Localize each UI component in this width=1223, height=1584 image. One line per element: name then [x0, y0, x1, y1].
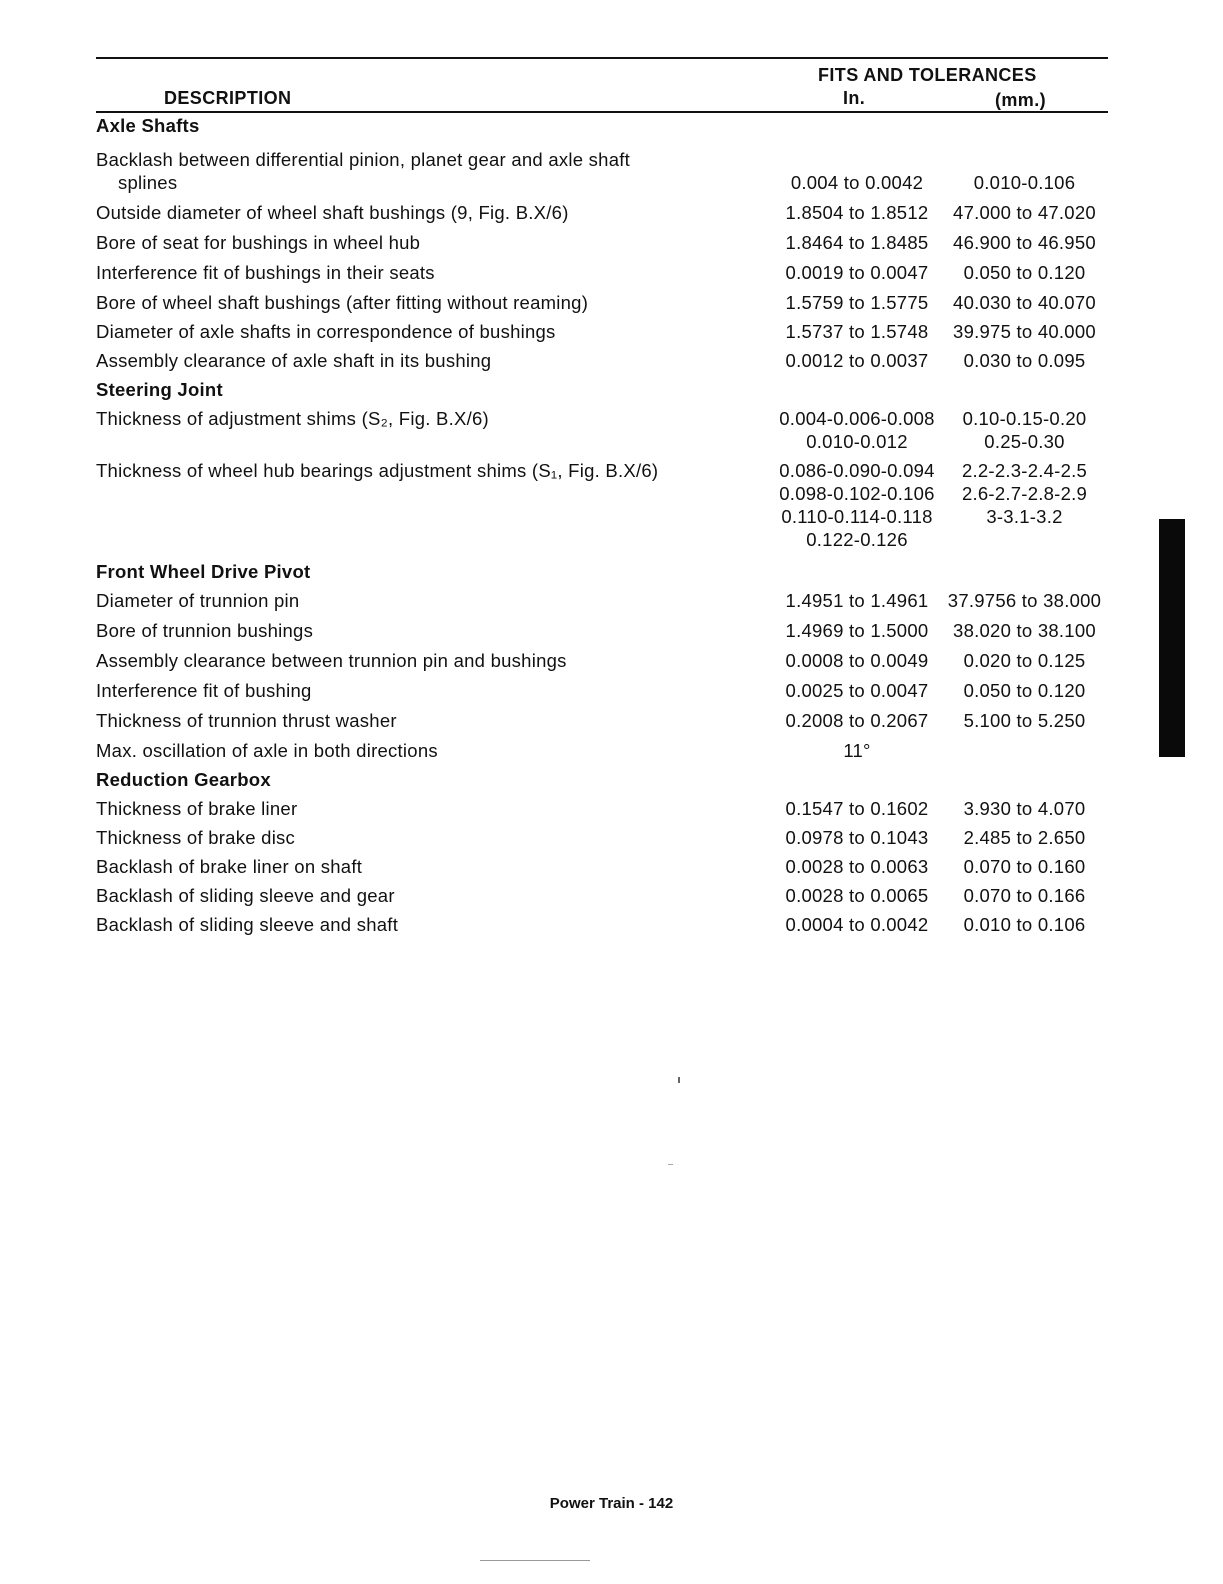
- value-text: 1.5759 to 1.5775: [785, 292, 929, 313]
- value-text: 0.0004 to 0.0042: [785, 914, 929, 935]
- table-row: [96, 679, 1108, 702]
- fits-and-tolerances-heading: FITS AND TOLERANCES: [818, 65, 1037, 85]
- value-text: [941, 739, 1108, 762]
- table-row: [96, 320, 1108, 343]
- description-cell: [96, 826, 773, 849]
- description-cell: [96, 407, 773, 430]
- value-text: 0.1547 to 0.1602: [785, 798, 929, 819]
- description-text: Thickness of brake liner: [96, 798, 298, 819]
- table-row: [96, 619, 1108, 642]
- description-cell: [96, 291, 773, 314]
- section-heading-row: [96, 560, 1108, 583]
- value-text: [773, 148, 941, 171]
- table-row: [96, 459, 1108, 551]
- fits-tolerances-table: [96, 114, 1108, 936]
- description-cell: [96, 649, 773, 672]
- description-cell: [96, 459, 773, 482]
- value-text: 0.098-0.102-0.106: [779, 483, 935, 504]
- section-title: [96, 378, 773, 401]
- thumb-index-tab: [1159, 519, 1185, 757]
- value-text: 47.000 to 47.020: [953, 202, 1096, 223]
- value-text: 0.0019 to 0.0047: [785, 262, 929, 283]
- description-text: Thickness of brake disc: [96, 827, 296, 848]
- value-text: 0.050 to 0.120: [963, 680, 1086, 701]
- value-text: 0.0025 to 0.0047: [785, 680, 929, 701]
- description-heading: DESCRIPTION: [164, 88, 292, 108]
- value-text: 0.0012 to 0.0037: [785, 350, 929, 371]
- value-text: 40.030 to 40.070: [953, 292, 1096, 313]
- inch-value-cell: [773, 201, 941, 224]
- value-text: 38.020 to 38.100: [953, 620, 1096, 641]
- section-heading-row: [96, 378, 1108, 401]
- inch-value-cell: [773, 291, 941, 314]
- description-text: Backlash of brake liner on shaft: [96, 856, 363, 877]
- value-text: 46.900 to 46.950: [953, 232, 1096, 253]
- inch-value-cell: [773, 797, 941, 820]
- description-text: Steering Joint: [96, 379, 223, 400]
- value-text: 1.8504 to 1.8512: [785, 202, 929, 223]
- section-title: [96, 114, 773, 137]
- mm-value-cell: [941, 826, 1108, 849]
- inch-value-cell: [773, 739, 941, 762]
- description-cell: [96, 148, 773, 194]
- mm-value-cell: [941, 619, 1108, 642]
- inch-value-cell: [773, 148, 941, 194]
- value-text: [941, 148, 1108, 171]
- inch-value-cell: [773, 261, 941, 284]
- value-text: 11°: [843, 740, 871, 761]
- description-text: Reduction Gearbox: [96, 769, 271, 790]
- scan-speck: [480, 1560, 590, 1561]
- value-text: 0.086-0.090-0.094: [779, 460, 935, 481]
- scan-speck: [668, 1164, 673, 1165]
- description-text: Backlash of sliding sleeve and gear: [96, 885, 395, 906]
- mm-value-cell: [941, 148, 1108, 194]
- mm-value-cell: [941, 649, 1108, 672]
- section-heading-row: [96, 114, 1108, 137]
- mm-value-cell: [941, 231, 1108, 254]
- description-cell: [96, 739, 773, 762]
- value-text: 0.25-0.30: [984, 431, 1065, 452]
- description-cell: [96, 619, 773, 642]
- description-text: Max. oscillation of axle in both directions: [96, 740, 438, 761]
- value-text: 0.0978 to 0.1043: [785, 827, 929, 848]
- inch-value-cell: [773, 619, 941, 642]
- section-title: [96, 560, 773, 583]
- description-cell: [96, 679, 773, 702]
- mm-value-cell: [941, 913, 1108, 936]
- mm-value-cell: [941, 349, 1108, 372]
- table-row: [96, 148, 1108, 194]
- description-cell: [96, 589, 773, 612]
- value-text: 39.975 to 40.000: [953, 321, 1096, 342]
- value-text: [941, 528, 1108, 551]
- description-cell: [96, 201, 773, 224]
- description-text: Outside diameter of wheel shaft bushings (9, Fig. B.X/6): [96, 202, 569, 223]
- inch-value-cell: [773, 320, 941, 343]
- value-text: 1.5737 to 1.5748: [785, 321, 929, 342]
- inch-value-cell: [773, 459, 941, 551]
- description-cell: [96, 913, 773, 936]
- mm-value-cell: [941, 884, 1108, 907]
- description-text: Thickness of trunnion thrust washer: [96, 710, 397, 731]
- description-text: Backlash between differential pinion, planet gear and axle shaft: [96, 149, 631, 170]
- value-text: 0.0028 to 0.0065: [785, 885, 929, 906]
- description-text: Assembly clearance of axle shaft in its bushing: [96, 350, 492, 371]
- value-text: 37.9756 to 38.000: [947, 590, 1102, 611]
- description-text: Bore of trunnion bushings: [96, 620, 314, 641]
- description-text: Axle Shafts: [96, 115, 200, 136]
- page-footer: Power Train - 142: [549, 1495, 674, 1512]
- inch-value-cell: [773, 826, 941, 849]
- mm-value-cell: [941, 291, 1108, 314]
- section-heading-row: [96, 768, 1108, 791]
- description-text: Diameter of trunnion pin: [96, 590, 300, 611]
- value-text: 0.010 to 0.106: [963, 914, 1086, 935]
- value-text: 0.070 to 0.160: [963, 856, 1086, 877]
- mm-value-cell: [941, 589, 1108, 612]
- mm-value-cell: [941, 407, 1108, 453]
- mm-column-heading: (mm.): [995, 90, 1046, 110]
- mm-value-cell: [941, 679, 1108, 702]
- table-row: [96, 913, 1108, 936]
- value-text: 0.050 to 0.120: [963, 262, 1086, 283]
- table-row: [96, 291, 1108, 314]
- top-rule: [96, 57, 1108, 59]
- description-cell: [96, 855, 773, 878]
- description-text: Thickness of wheel hub bearings adjustment shims (S₁, Fig. B.X/6): [96, 460, 659, 481]
- value-text: 0.070 to 0.166: [963, 885, 1086, 906]
- value-text: 0.10-0.15-0.20: [962, 408, 1087, 429]
- mm-value-cell: [941, 261, 1108, 284]
- value-text: 5.100 to 5.250: [963, 710, 1086, 731]
- mm-value-cell: [941, 709, 1108, 732]
- header-rule: [96, 111, 1108, 113]
- table-row: [96, 407, 1108, 453]
- description-text: splines: [118, 172, 178, 193]
- mm-value-cell: [941, 739, 1108, 762]
- value-text: 1.8464 to 1.8485: [785, 232, 929, 253]
- inch-value-cell: [773, 589, 941, 612]
- mm-value-cell: [941, 797, 1108, 820]
- description-cell: [96, 261, 773, 284]
- table-row: [96, 261, 1108, 284]
- mm-value-cell: [941, 459, 1108, 551]
- value-text: 0.0028 to 0.0063: [785, 856, 929, 877]
- inch-value-cell: [773, 855, 941, 878]
- inch-value-cell: [773, 231, 941, 254]
- inch-value-cell: [773, 709, 941, 732]
- table-row: [96, 797, 1108, 820]
- value-text: 0.010-0.106: [973, 172, 1076, 193]
- inch-value-cell: [773, 349, 941, 372]
- table-row: [96, 589, 1108, 612]
- inch-value-cell: [773, 407, 941, 453]
- inch-value-cell: [773, 884, 941, 907]
- description-cell: [96, 231, 773, 254]
- inch-column-heading: In.: [843, 88, 866, 108]
- description-cell: [96, 797, 773, 820]
- mm-value-cell: [941, 201, 1108, 224]
- value-text: 0.004 to 0.0042: [790, 172, 924, 193]
- mm-value-cell: [941, 855, 1108, 878]
- description-text: Interference fit of bushing: [96, 680, 312, 701]
- value-text: 0.020 to 0.125: [963, 650, 1086, 671]
- value-text: 0.030 to 0.095: [963, 350, 1086, 371]
- value-text: 0.0008 to 0.0049: [785, 650, 929, 671]
- table-row: [96, 201, 1108, 224]
- description-text: Interference fit of bushings in their seats: [96, 262, 435, 283]
- scan-speck: [678, 1077, 680, 1083]
- value-text: 1.4969 to 1.5000: [785, 620, 929, 641]
- value-text: 3.930 to 4.070: [963, 798, 1086, 819]
- table-row: [96, 649, 1108, 672]
- value-text: 0.122-0.126: [806, 529, 908, 550]
- description-cell: [96, 320, 773, 343]
- value-text: 1.4951 to 1.4961: [785, 590, 929, 611]
- description-cell: [96, 884, 773, 907]
- value-text: 0.004-0.006-0.008: [779, 408, 935, 429]
- mm-value-cell: [941, 320, 1108, 343]
- table-row: [96, 349, 1108, 372]
- description-text: Diameter of axle shafts in correspondence of bushings: [96, 321, 556, 342]
- value-text: 2.2-2.3-2.4-2.5: [961, 460, 1088, 481]
- description-cell: [96, 349, 773, 372]
- description-text: Front Wheel Drive Pivot: [96, 561, 311, 582]
- table-row: [96, 855, 1108, 878]
- table-row: [96, 709, 1108, 732]
- table-row: [96, 739, 1108, 762]
- table-row: [96, 884, 1108, 907]
- description-text: Bore of seat for bushings in wheel hub: [96, 232, 421, 253]
- value-text: 0.010-0.012: [806, 431, 908, 452]
- description-text: Backlash of sliding sleeve and shaft: [96, 914, 399, 935]
- inch-value-cell: [773, 649, 941, 672]
- description-text: Thickness of adjustment shims (S₂, Fig. B.X/6): [96, 408, 489, 429]
- value-text: 2.6-2.7-2.8-2.9: [961, 483, 1088, 504]
- inch-value-cell: [773, 913, 941, 936]
- description-text: Assembly clearance between trunnion pin and bushings: [96, 650, 567, 671]
- table-row: [96, 231, 1108, 254]
- description-text: Bore of wheel shaft bushings (after fitting without reaming): [96, 292, 589, 313]
- value-text: 2.485 to 2.650: [963, 827, 1086, 848]
- table-row: [96, 826, 1108, 849]
- section-title: [96, 768, 773, 791]
- value-text: 3-3.1-3.2: [986, 506, 1063, 527]
- inch-value-cell: [773, 679, 941, 702]
- description-cell: [96, 709, 773, 732]
- value-text: 0.110-0.114-0.118: [781, 506, 933, 527]
- value-text: 0.2008 to 0.2067: [785, 710, 929, 731]
